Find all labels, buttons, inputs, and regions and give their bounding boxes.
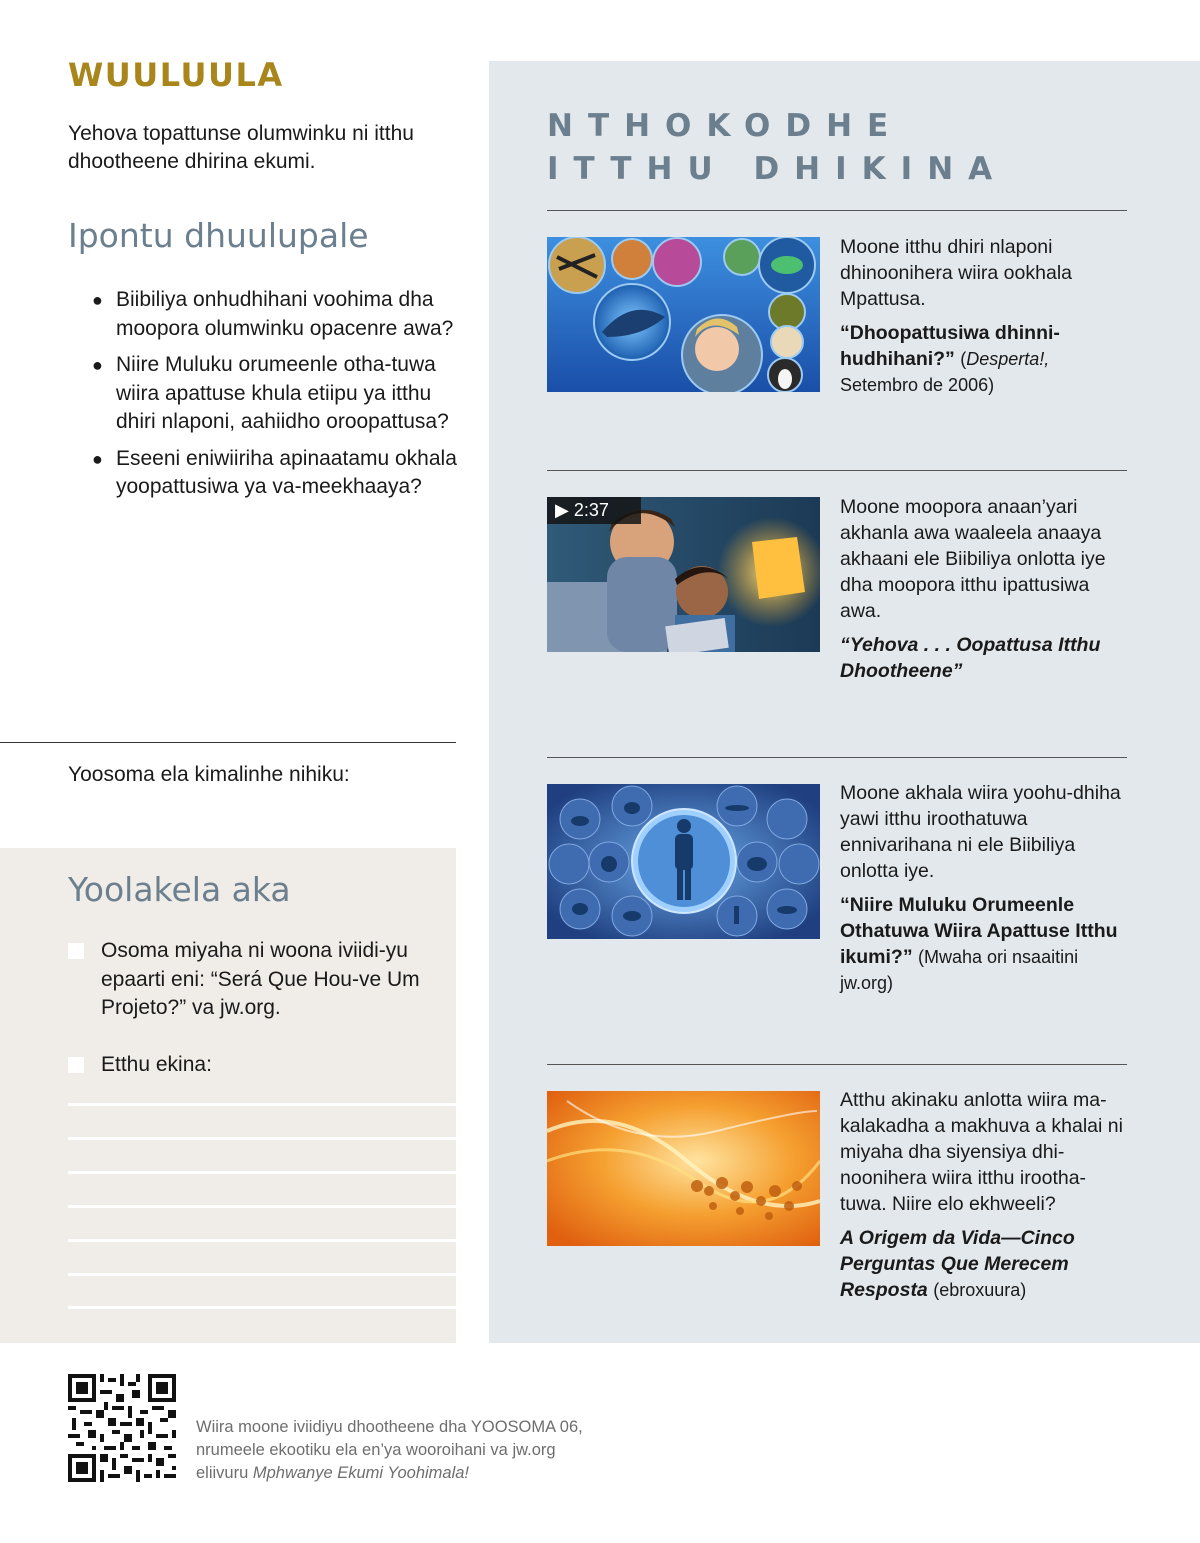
- write-in-line[interactable]: [68, 1137, 456, 1140]
- completion-date-label: Yoosoma ela kimalinhe nihiku:: [68, 763, 350, 786]
- write-in-line[interactable]: [68, 1171, 456, 1174]
- resource-title-link[interactable]: “Dhoopattusiwa dhinni-hudhihani?”: [840, 322, 1060, 370]
- review-questions-list: [90, 286, 460, 510]
- resource-entry: Moone moopora anaan’yari akhanla awa waaleela anaaya akhaani ele Biibiliya onlotta iye dha moopora itthu ipattusiwa awa. “Yehova . . . Oopattusa Itthu Dhootheene”: [840, 496, 1106, 682]
- resource-title-link[interactable]: A Origem da Vida—Cinco Perguntas Que Merecem Resposta: [840, 1227, 1075, 1301]
- divider: [547, 210, 1127, 211]
- review-heading: Ipontu dhuulupale: [68, 216, 369, 255]
- goals-heading: Yoolakela aka: [68, 870, 291, 909]
- video-duration-badge[interactable]: ▶ 2:37: [547, 497, 641, 524]
- animals-and-human-image[interactable]: [547, 784, 820, 939]
- resource-title-link[interactable]: “Niire Muluku Orumeenle Othatuwa Wiira Apattuse Itthu ikumi?”: [840, 894, 1118, 968]
- resource-entry: Moone itthu dhiri nlaponi dhinoonihera wiira ookhala Mpattusa. “Dhoopattusiwa dhinni-hudhihani?” (Desperta!, Setembro de 2006): [840, 236, 1072, 395]
- goal-item: Osoma miyaha ni woona iviidi-yu epaarti eni: “Será Que Hou-ve Um Projeto?” va jw.org.: [68, 937, 428, 1023]
- video-thumbnail[interactable]: [547, 497, 820, 652]
- qr-code-icon[interactable]: [68, 1374, 176, 1482]
- bullet-icon: ●: [92, 290, 103, 310]
- write-in-line[interactable]: [68, 1306, 456, 1309]
- checkbox[interactable]: [68, 1057, 84, 1073]
- divider: [547, 470, 1127, 471]
- explore-more-heading: NTHOKODHE ITTHU DHIKINA: [547, 108, 1008, 187]
- divider: [547, 757, 1127, 758]
- resource-entry: Moone akhala wiira yoohu-dhiha yawi itthu iroothatuwa ennivarihana ni ele Biibiliya onlotta iye. “Niire Muluku Orumeenle Othatuwa Wiira Apattuse Itthu ikumi?” (Mwaha ori nsaaitini jw.org): [840, 782, 1121, 993]
- write-in-line[interactable]: [68, 1103, 456, 1106]
- creation-collage-image[interactable]: [547, 237, 820, 392]
- review-question: ● Niire Muluku orumeenle otha-tuwa wiira apattuse khula etiipu ya itthu dhiri nlaponi, aahiidho oroopattusa?: [92, 353, 449, 433]
- goals-box: [0, 848, 456, 1343]
- summary-text: Yehova topattunse olumwinku ni itthu dhootheene dhirina ekumi.: [68, 122, 414, 173]
- resource-title-link[interactable]: “Yehova . . . Oopattusa Itthu Dhootheene”: [840, 634, 1101, 682]
- divider: [0, 742, 456, 743]
- summary-heading: WUULUULA: [68, 56, 284, 94]
- goal-item: Etthu ekina:: [68, 1051, 428, 1080]
- write-in-line[interactable]: [68, 1239, 456, 1242]
- resource-entry: Atthu akinaku anlotta wiira ma-kalakadha a makhuva a khalai ni miyaha dha siyensiya dhi-noonihera wiira itthu irootha-tuwa. Niire elo ekhweeli? A Origem da Vida—Cinco Perguntas Que Merecem Resposta (ebroxuura): [840, 1089, 1123, 1301]
- write-in-line[interactable]: [68, 1273, 456, 1276]
- write-in-line[interactable]: [68, 1205, 456, 1208]
- divider: [547, 1064, 1127, 1065]
- bullet-icon: ●: [92, 355, 103, 375]
- review-question: ● Eseeni eniwiiriha apinaatamu okhala yoopattusiwa ya va-meekhaaya?: [92, 446, 457, 498]
- molecular-energy-image[interactable]: [547, 1091, 820, 1246]
- bullet-icon: ●: [92, 448, 103, 469]
- checkbox[interactable]: [68, 943, 84, 959]
- footer-note: Wiira moone iviidiyu dhootheene dha YOOSOMA 06, nrumeele ekootiku ela en’ya wooroihani va jw.org eliivuru Mphwanye Ekumi Yoohimala!: [196, 1418, 583, 1482]
- review-question: ● Biibiliya onhudhihani voohima dha moopora olumwinku opacenre awa?: [92, 288, 454, 340]
